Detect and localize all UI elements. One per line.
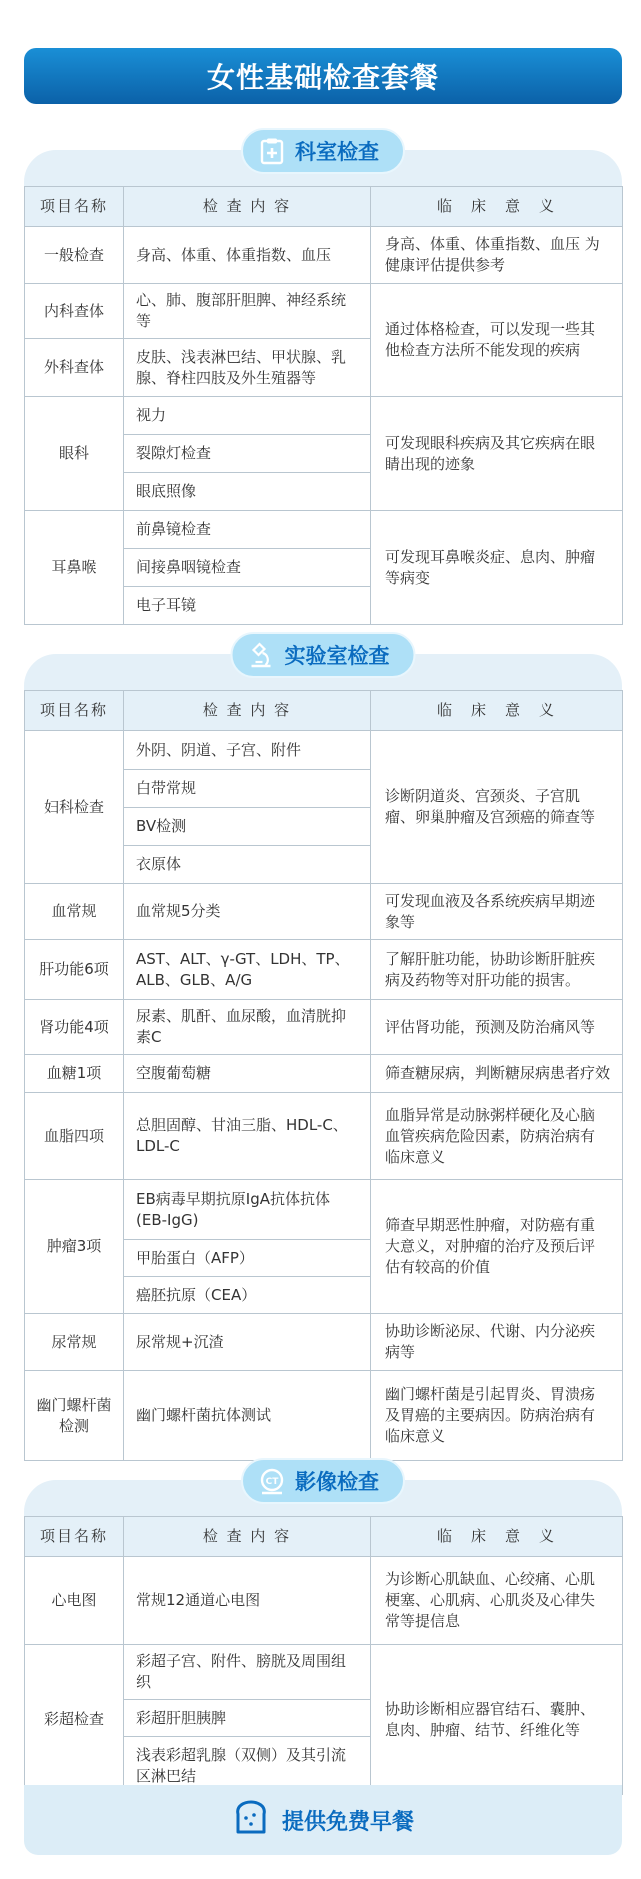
item-name: 一般检查 <box>25 227 124 284</box>
clinical-meaning: 身高、体重、体重指数、血压 为健康评估提供参考 <box>371 227 623 284</box>
item-name: 外科查体 <box>25 339 124 397</box>
clinical-meaning: 协助诊断相应器官结石、囊肿、息肉、肿瘤、结节、纤维化等 <box>371 1645 623 1795</box>
item-content: 彩超子宫、附件、膀胱及周围组织 <box>124 1645 371 1700</box>
item-content: 幽门螺杆菌抗体测试 <box>124 1371 371 1461</box>
item-name: 眼科 <box>25 397 124 511</box>
table-row <box>25 1645 623 1700</box>
table-row <box>25 1000 623 1055</box>
item-content: 癌胚抗原（CEA） <box>124 1277 371 1314</box>
table-row <box>25 1371 623 1461</box>
item-content: EB病毒早期抗原IgA抗体抗体(EB-IgG) <box>124 1180 371 1240</box>
bread-icon <box>232 1798 270 1842</box>
item-name: 血常规 <box>25 884 124 940</box>
item-content: 衣原体 <box>124 846 371 884</box>
item-name: 血糖1项 <box>25 1055 124 1093</box>
item-content: 浅表彩超乳腺（双侧）及其引流区淋巴结 <box>124 1737 371 1795</box>
table-header-row <box>25 691 623 731</box>
section-label: 科室检查 <box>295 140 379 164</box>
department-exam-table <box>24 186 623 625</box>
item-name: 肝功能6项 <box>25 940 124 1000</box>
item-content: 前鼻镜检查 <box>124 511 371 549</box>
header-item-content: 检 查 内 容 <box>124 187 371 227</box>
table-row <box>25 884 623 940</box>
table-row <box>25 1093 623 1180</box>
clinical-meaning: 可发现耳鼻喉炎症、息肉、肿瘤等病变 <box>371 511 623 625</box>
clinical-meaning: 评估肾功能，预测及防治痛风等 <box>371 1000 623 1055</box>
section-department-exam <box>24 140 622 625</box>
section-header-lab-exam <box>231 632 416 678</box>
item-content: 白带常规 <box>124 770 371 808</box>
section-label: 实验室检查 <box>284 644 390 668</box>
free-breakfast-label: 提供免费早餐 <box>281 1809 414 1835</box>
item-content: 视力 <box>124 397 371 435</box>
item-content: 眼底照像 <box>124 473 371 511</box>
header-item-name: 项目名称 <box>25 187 124 227</box>
item-name: 幽门螺杆菌检测 <box>25 1371 124 1461</box>
item-content: 常规12通道心电图 <box>124 1557 371 1645</box>
item-name: 内科查体 <box>25 284 124 339</box>
header-item-content: 检 查 内 容 <box>124 691 371 731</box>
clinical-meaning: 血脂异常是动脉粥样硬化及心脑血管疾病危险因素，防病治病有临床意义 <box>371 1093 623 1180</box>
table-header-row <box>25 187 623 227</box>
header-item-name: 项目名称 <box>25 691 124 731</box>
item-content: 血常规5分类 <box>124 884 371 940</box>
item-name: 彩超检查 <box>25 1645 124 1795</box>
item-name: 尿常规 <box>25 1314 124 1371</box>
table-row <box>25 284 623 339</box>
item-content: 甲胎蛋白（AFP） <box>124 1240 371 1277</box>
table-row <box>25 731 623 770</box>
item-content: AST、ALT、γ-GT、LDH、TP、ALB、GLB、A/G <box>124 940 371 1000</box>
item-content: 皮肤、浅表淋巴结、甲状腺、乳腺、脊柱四肢及外生殖器等 <box>124 339 371 397</box>
section-header-imaging-exam <box>241 1458 405 1504</box>
clinical-meaning: 可发现眼科疾病及其它疾病在眼睛出现的迹象 <box>371 397 623 511</box>
table-row <box>25 940 623 1000</box>
table-row <box>25 511 623 549</box>
item-content: 空腹葡萄糖 <box>124 1055 371 1093</box>
item-content: 尿常规+沉渣 <box>124 1314 371 1371</box>
free-breakfast-banner <box>24 1785 622 1855</box>
item-content: 总胆固醇、甘油三脂、HDL-C、LDL-C <box>124 1093 371 1180</box>
section-lab-exam <box>24 644 622 1461</box>
item-content: 身高、体重、体重指数、血压 <box>124 227 371 284</box>
item-name: 肿瘤3项 <box>25 1180 124 1314</box>
clinical-meaning: 可发现血液及各系统疾病早期迹象等 <box>371 884 623 940</box>
medical-clipboard-icon <box>257 136 287 166</box>
item-content: 尿素、肌酐、血尿酸，血清胱抑素C <box>124 1000 371 1055</box>
item-name: 妇科检查 <box>25 731 124 884</box>
clinical-meaning: 诊断阴道炎、宫颈炎、子宫肌瘤、卵巢肿瘤及宫颈癌的筛查等 <box>371 731 623 884</box>
header-clinical-meaning: 临 床 意 义 <box>371 1517 623 1557</box>
clinical-meaning: 协助诊断泌尿、代谢、内分泌疾病等 <box>371 1314 623 1371</box>
item-content: 心、肺、腹部肝胆脾、神经系统等 <box>124 284 371 339</box>
table-row <box>25 1055 623 1093</box>
item-content: 裂隙灯检查 <box>124 435 371 473</box>
table-row <box>25 227 623 284</box>
clinical-meaning: 通过体格检查，可以发现一些其他检查方法所不能发现的疾病 <box>371 284 623 397</box>
item-name: 耳鼻喉 <box>25 511 124 625</box>
header-item-content: 检 查 内 容 <box>124 1517 371 1557</box>
section-imaging-exam <box>24 1470 622 1795</box>
table-header-row <box>25 1517 623 1557</box>
item-content: 电子耳镜 <box>124 587 371 625</box>
item-content: BV检测 <box>124 808 371 846</box>
item-content: 彩超肝胆胰脾 <box>124 1700 371 1737</box>
lab-exam-table <box>24 690 623 1461</box>
table-row <box>25 1180 623 1240</box>
section-label: 影像检查 <box>295 1470 379 1494</box>
header-clinical-meaning: 临 床 意 义 <box>371 187 623 227</box>
clinical-meaning: 了解肝脏功能，协助诊断肝脏疾病及药物等对肝功能的损害。 <box>371 940 623 1000</box>
item-name: 血脂四项 <box>25 1093 124 1180</box>
item-name: 心电图 <box>25 1557 124 1645</box>
table-row <box>25 397 623 435</box>
svg-text:CT: CT <box>265 1477 279 1487</box>
clinical-meaning: 筛查早期恶性肿瘤，对防癌有重大意义，对肿瘤的治疗及预后评估有较高的价值 <box>371 1180 623 1314</box>
clinical-meaning: 幽门螺杆菌是引起胃炎、胃溃疡及胃癌的主要病因。防病治病有临床意义 <box>371 1371 623 1461</box>
imaging-exam-table <box>24 1516 623 1795</box>
item-content: 外阴、阴道、子宫、附件 <box>124 731 371 770</box>
item-content: 间接鼻咽镜检查 <box>124 549 371 587</box>
microscope-icon <box>247 640 277 670</box>
page-title: 女性基础检查套餐 <box>24 48 622 104</box>
table-row <box>25 1314 623 1371</box>
header-clinical-meaning: 临 床 意 义 <box>371 691 623 731</box>
clinical-meaning: 为诊断心肌缺血、心绞痛、心肌梗塞、心肌病、心肌炎及心律失常等提信息 <box>371 1557 623 1645</box>
table-row <box>25 1557 623 1645</box>
header-item-name: 项目名称 <box>25 1517 124 1557</box>
item-name: 肾功能4项 <box>25 1000 124 1055</box>
clinical-meaning: 筛查糖尿病，判断糖尿病患者疗效 <box>371 1055 623 1093</box>
section-header-department-exam <box>241 128 405 174</box>
ct-scanner-icon <box>257 1466 287 1496</box>
